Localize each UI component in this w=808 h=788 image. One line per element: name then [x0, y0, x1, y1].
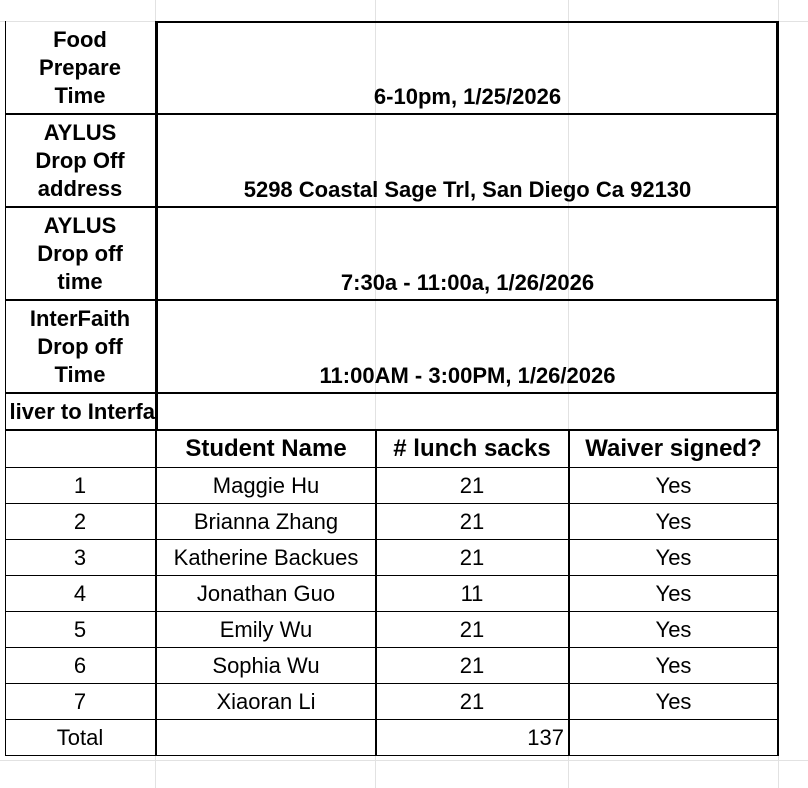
header-lunch-sacks[interactable]: # lunch sacks: [393, 435, 551, 462]
total-empty-cell[interactable]: [157, 720, 375, 756]
total-lunch-sacks[interactable]: 137: [527, 725, 564, 750]
border-row: [5, 299, 779, 301]
interfaith-drop-off-time-value[interactable]: 11:00AM - 3:00PM, 1/26/2026: [319, 363, 616, 388]
lunch-sacks-cell[interactable]: 21: [459, 653, 485, 678]
deliver-to-interfaith-value[interactable]: [157, 394, 778, 430]
border-row: [5, 429, 779, 431]
border-row: [5, 539, 779, 540]
border-row: [5, 206, 779, 208]
waiver-cell[interactable]: Yes: [655, 473, 692, 498]
header-waiver-signed[interactable]: Waiver signed?: [585, 435, 762, 462]
food-prepare-time-label[interactable]: Food Prepare Time: [39, 27, 121, 108]
header-number-cell[interactable]: [5, 431, 155, 467]
student-name-cell[interactable]: Maggie Hu: [212, 473, 320, 498]
student-name-cell[interactable]: Katherine Backues: [173, 545, 359, 570]
total-waiver-cell[interactable]: [569, 720, 778, 756]
border-row: [5, 113, 779, 115]
lunch-sacks-cell[interactable]: 11: [460, 581, 484, 606]
lunch-sacks-cell[interactable]: 21: [459, 473, 485, 498]
row-number[interactable]: 4: [73, 581, 87, 606]
border-row: [5, 392, 779, 394]
student-name-cell[interactable]: Emily Wu: [219, 617, 313, 642]
row-number[interactable]: 5: [73, 617, 87, 642]
border-divider-col2: [375, 430, 377, 756]
border-row: [5, 647, 779, 648]
border-divider-col1: [155, 21, 158, 430]
header-student-name[interactable]: Student Name: [185, 435, 347, 462]
total-label[interactable]: Total: [56, 725, 104, 750]
border-row: [5, 719, 779, 720]
waiver-cell[interactable]: Yes: [655, 617, 692, 642]
gridline: [0, 760, 808, 761]
lunch-sacks-cell[interactable]: 21: [459, 509, 485, 534]
row-number[interactable]: 6: [73, 653, 87, 678]
border-row: [5, 575, 779, 576]
border-row: [5, 503, 779, 504]
lunch-sacks-cell[interactable]: 21: [459, 617, 485, 642]
student-name-cell[interactable]: Brianna Zhang: [193, 509, 339, 534]
waiver-cell[interactable]: Yes: [655, 581, 692, 606]
aylus-drop-off-address-value[interactable]: 5298 Coastal Sage Trl, San Diego Ca 92130: [243, 177, 692, 202]
border-right-info: [776, 21, 779, 430]
student-name-cell[interactable]: Jonathan Guo: [196, 581, 336, 606]
border-row: [155, 21, 779, 23]
border-left: [5, 21, 6, 756]
waiver-cell[interactable]: Yes: [655, 509, 692, 534]
border-right-table: [777, 430, 779, 756]
border-divider-col1-table: [155, 430, 157, 756]
lunch-sacks-cell[interactable]: 21: [459, 689, 485, 714]
border-row: [5, 683, 779, 684]
border-row: [5, 755, 779, 756]
aylus-drop-off-time-value[interactable]: 7:30a - 11:00a, 1/26/2026: [340, 270, 595, 295]
waiver-cell[interactable]: Yes: [655, 689, 692, 714]
border-row: [5, 467, 779, 468]
waiver-cell[interactable]: Yes: [655, 545, 692, 570]
aylus-drop-off-address-label[interactable]: AYLUS Drop Off address: [35, 120, 125, 201]
student-name-cell[interactable]: Xiaoran Li: [216, 689, 316, 714]
row-number[interactable]: 1: [73, 473, 87, 498]
row-number[interactable]: 3: [73, 545, 87, 570]
lunch-sacks-cell[interactable]: 21: [459, 545, 485, 570]
deliver-to-interfaith-label[interactable]: liver to Interfa: [9, 399, 155, 424]
row-number[interactable]: 7: [73, 689, 87, 714]
student-name-cell[interactable]: Sophia Wu: [212, 653, 320, 678]
row-number[interactable]: 2: [73, 509, 87, 534]
food-prepare-time-value[interactable]: 6-10pm, 1/25/2026: [373, 84, 562, 109]
border-row: [5, 611, 779, 612]
aylus-drop-off-time-label[interactable]: AYLUS Drop off time: [37, 213, 123, 294]
interfaith-drop-off-time-label[interactable]: InterFaith Drop off Time: [29, 306, 131, 387]
waiver-cell[interactable]: Yes: [655, 653, 692, 678]
border-divider-col3: [568, 430, 570, 756]
